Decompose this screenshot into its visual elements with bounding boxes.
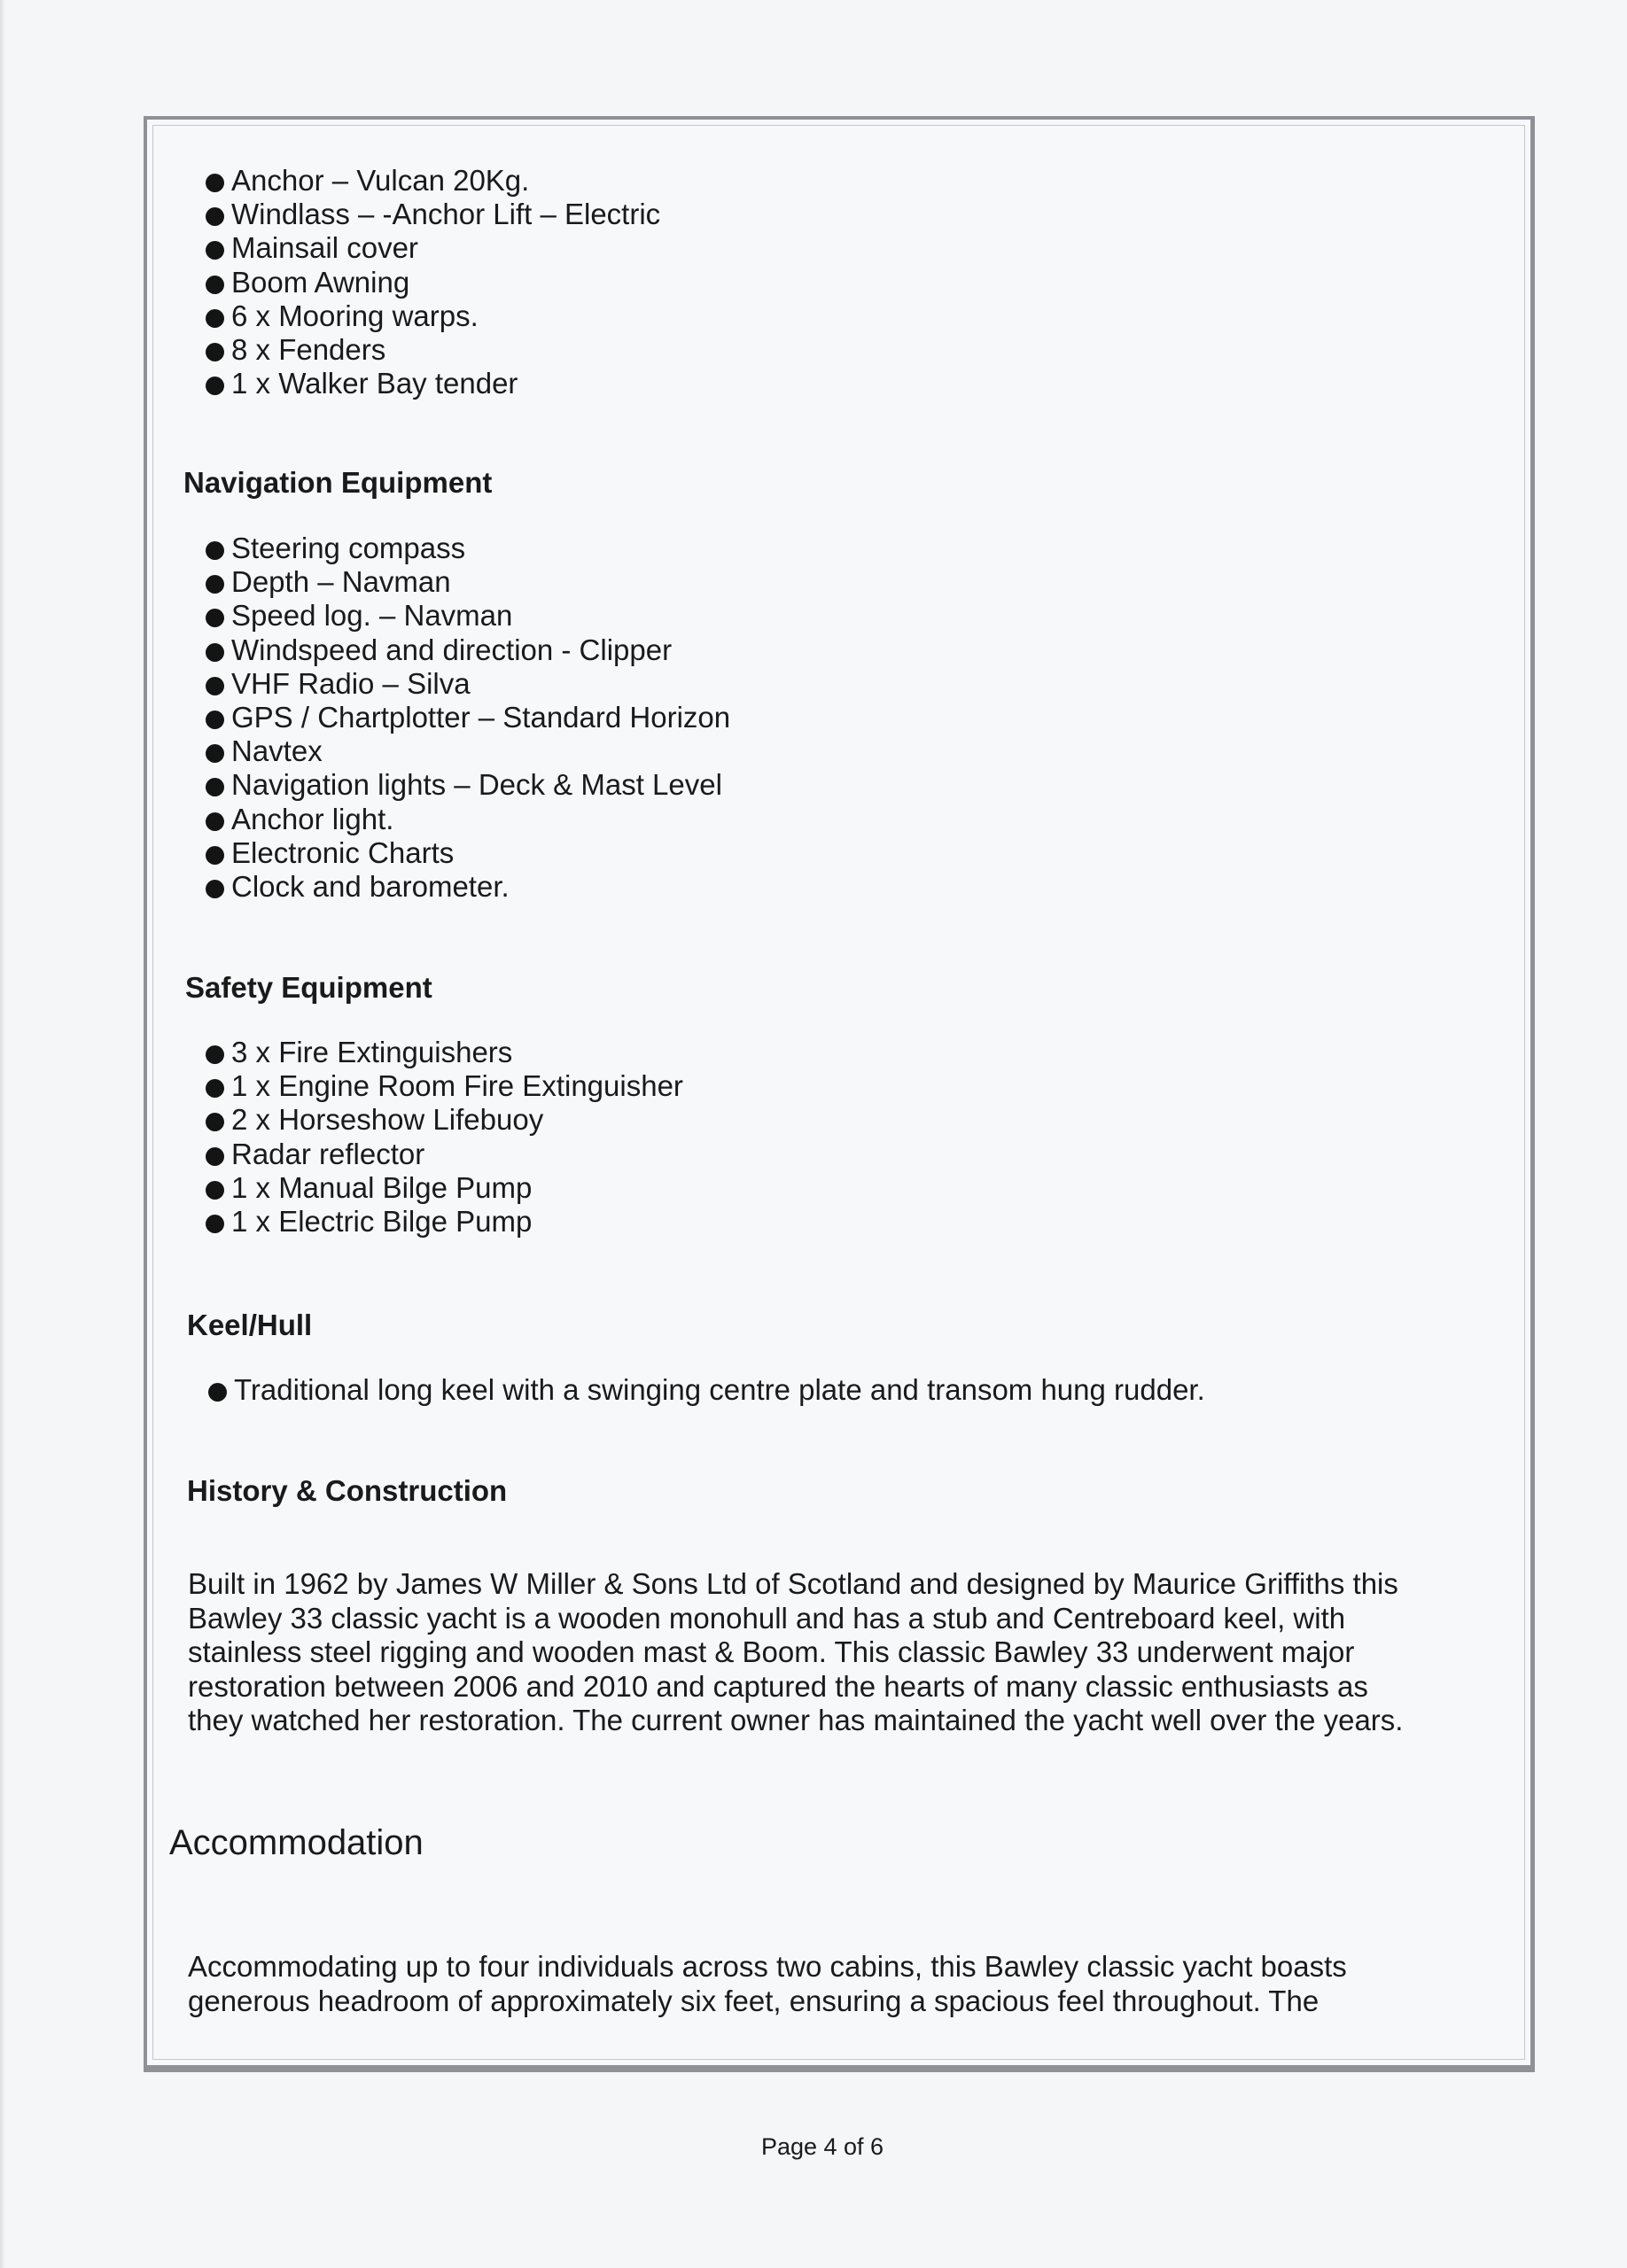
bullet-icon bbox=[206, 711, 224, 729]
list-item: Windlass – -Anchor Lift – Electric bbox=[203, 198, 660, 231]
navigation-heading: Navigation Equipment bbox=[183, 466, 493, 499]
list-item: 6 x Mooring warps. bbox=[203, 299, 660, 333]
history-line: restoration between 2006 and 2010 and captured the hearts of many classic enthusiasts as bbox=[188, 1669, 1368, 1703]
list-item: 1 x Walker Bay tender bbox=[203, 367, 660, 400]
bullet-icon bbox=[206, 1113, 224, 1131]
equipment-list bbox=[203, 164, 660, 400]
bullet-icon bbox=[206, 609, 224, 627]
list-item: 1 x Manual Bilge Pump bbox=[203, 1171, 683, 1205]
bullet-icon bbox=[206, 1045, 224, 1064]
bullet-icon bbox=[206, 643, 224, 662]
bullet-icon bbox=[206, 744, 224, 763]
list-item: Navtex bbox=[203, 734, 730, 768]
keel-hull-heading: Keel/Hull bbox=[187, 1309, 313, 1341]
list-item: 2 x Horseshow Lifebuoy bbox=[203, 1103, 683, 1137]
navigation-list bbox=[203, 532, 730, 904]
safety-heading: Safety Equipment bbox=[185, 971, 432, 1004]
history-heading: History & Construction bbox=[187, 1474, 508, 1507]
bullet-icon bbox=[206, 1147, 224, 1166]
history-paragraph bbox=[188, 1567, 1403, 1738]
list-item: Windspeed and direction - Clipper bbox=[203, 633, 730, 667]
accommodation-line: generous headroom of approximately six feet, ensuring a spacious feel throughout. The bbox=[188, 1984, 1320, 2017]
bullet-icon bbox=[206, 812, 224, 831]
list-item: Electronic Charts bbox=[203, 836, 730, 870]
bullet-icon bbox=[206, 309, 224, 328]
accommodation-heading: Accommodation bbox=[169, 1823, 424, 1862]
bullet-icon bbox=[206, 677, 224, 695]
bullet-icon bbox=[206, 377, 224, 395]
list-item: GPS / Chartplotter – Standard Horizon bbox=[203, 701, 730, 734]
list-item: 8 x Fenders bbox=[203, 333, 660, 367]
list-item: VHF Radio – Silva bbox=[203, 667, 730, 701]
bullet-icon bbox=[206, 880, 224, 898]
list-item: Clock and barometer. bbox=[203, 870, 730, 904]
history-line: stainless steel rigging and wooden mast & Boom. This classic Bawley 33 underwent major bbox=[188, 1635, 1355, 1668]
page-edge bbox=[0, 0, 5, 2268]
list-item: Traditional long keel with a swinging centre plate and transom hung rudder. bbox=[206, 1373, 1205, 1407]
bullet-icon bbox=[206, 343, 224, 361]
bullet-icon bbox=[206, 1079, 224, 1098]
bullet-icon bbox=[208, 1383, 227, 1402]
bullet-icon bbox=[206, 1215, 224, 1233]
bullet-icon bbox=[206, 241, 224, 260]
accommodation-paragraph bbox=[188, 1950, 1347, 2018]
list-item: 3 x Fire Extinguishers bbox=[203, 1036, 683, 1069]
history-line: they watched her restoration. The current owner has maintained the yacht well over the years. bbox=[188, 1704, 1404, 1736]
bullet-icon bbox=[206, 846, 224, 865]
list-item: Steering compass bbox=[203, 532, 730, 565]
list-item: Navigation lights – Deck & Mast Level bbox=[203, 768, 730, 802]
list-item: Anchor – Vulcan 20Kg. bbox=[203, 164, 660, 198]
safety-list bbox=[203, 1036, 683, 1239]
page-number: Page 4 of 6 bbox=[760, 2133, 884, 2160]
bullet-icon bbox=[206, 575, 224, 594]
list-item: 1 x Electric Bilge Pump bbox=[203, 1205, 683, 1239]
list-item: Speed log. – Navman bbox=[203, 599, 730, 633]
bullet-icon bbox=[206, 207, 224, 226]
list-item: 1 x Engine Room Fire Extinguisher bbox=[203, 1069, 683, 1103]
list-item: Radar reflector bbox=[203, 1138, 683, 1171]
keel-hull-list bbox=[206, 1373, 1205, 1407]
bullet-icon bbox=[206, 778, 224, 796]
list-item: Boom Awning bbox=[203, 266, 660, 299]
list-item: Anchor light. bbox=[203, 803, 730, 836]
list-item: Mainsail cover bbox=[203, 231, 660, 265]
accommodation-line: Accommodating up to four individuals across two cabins, this Bawley classic yacht boasts bbox=[188, 1950, 1347, 1983]
bullet-icon bbox=[206, 1181, 224, 1200]
history-line: Built in 1962 by James W Miller & Sons Ltd of Scotland and designed by Maurice Griffiths this bbox=[188, 1567, 1398, 1600]
bullet-icon bbox=[206, 541, 224, 560]
bullet-icon bbox=[206, 276, 224, 294]
history-line: Bawley 33 classic yacht is a wooden monohull and has a stub and Centreboard keel, with bbox=[188, 1601, 1346, 1635]
list-item: Depth – Navman bbox=[203, 565, 730, 599]
bullet-icon bbox=[206, 174, 224, 192]
